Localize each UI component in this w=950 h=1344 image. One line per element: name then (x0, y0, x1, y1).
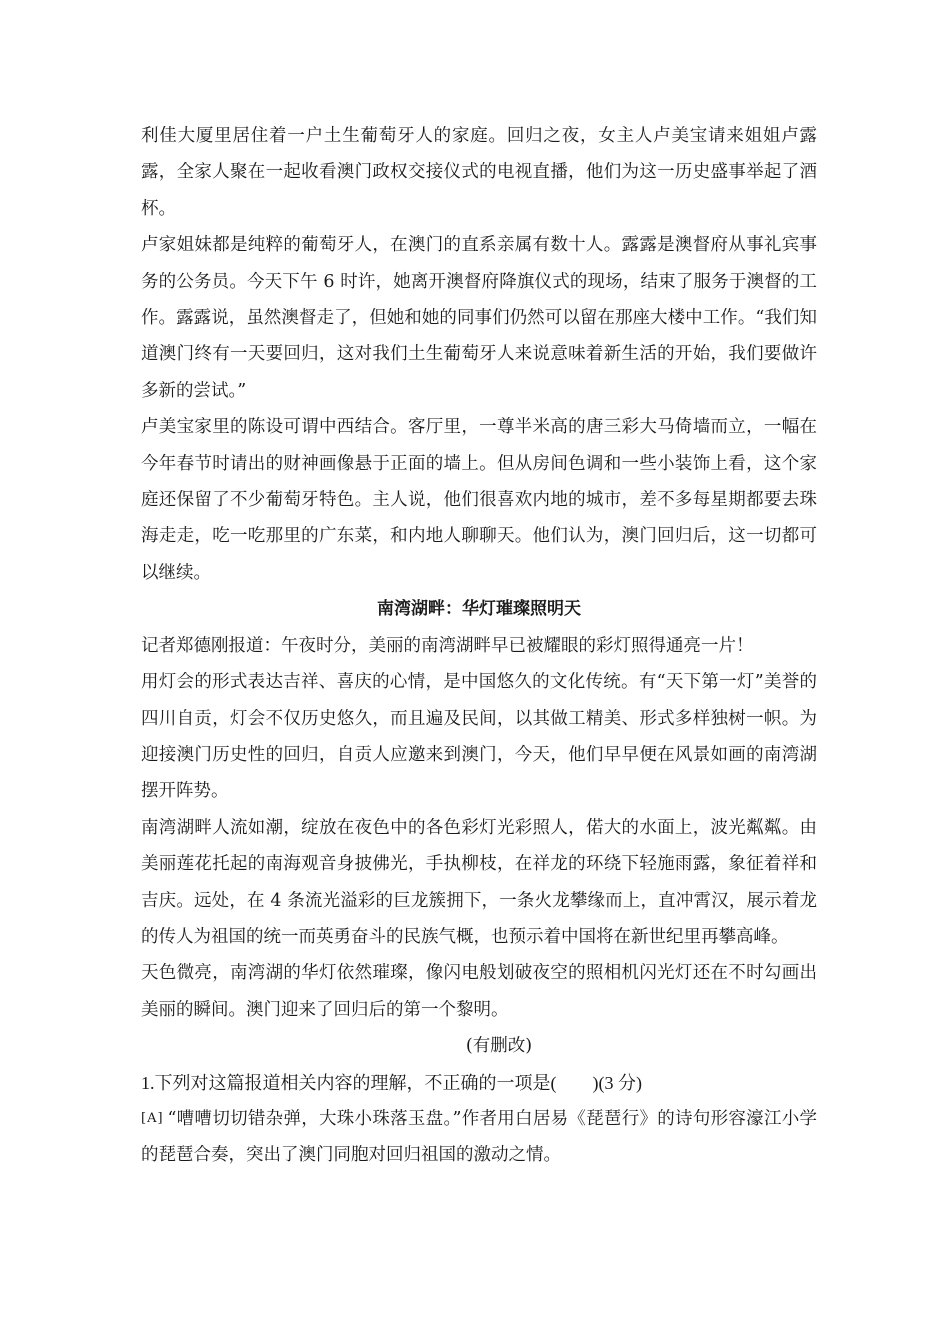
document-page (141, 118, 817, 1174)
option-a (141, 1101, 817, 1174)
article-paragraph-3: 卢美宝家里的陈设可谓中西结合。客厅里，一尊半米高的唐三彩大马倚墙而立，一幅在今年春节时请出的财神画像悬于正面的墙上。但从房间色调和一些小装饰上看，这个家庭还保留了不少葡萄牙特色。主人说，他们很喜欢内地的城市，差不多每星期都要去珠海走走，吃一吃那里的广东菜，和内地人聊聊天。他们认为，澳门回归后，这一切都可以继续。 (141, 417, 817, 583)
option-a-marker: [A] (141, 1110, 164, 1126)
section-paragraph-3: 南湾湖畔人流如潮，绽放在夜色中的各色彩灯光彩照人，偌大的水面上，波光粼粼。由美丽莲花托起的南海观音身披佛光，手执柳枝，在祥龙的环绕下轻施雨露，象征着祥和吉庆。远处，在 4 条流光溢彩的巨龙簇拥下，一条火龙攀缘而上，直冲霄汉，展示着龙的传人为祖国的统一而英勇奋斗的民族气概，也预示着中国将在新世纪里再攀高峰。 (141, 817, 817, 947)
option-a-text: “嘈嘈切切错杂弹，大珠小珠落玉盘。”作者用白居易《琵琶行》的诗句形容濠江小学的琵琶合奏，突出了澳门同胞对回归祖国的激动之情。 (141, 1108, 817, 1166)
section-paragraph-4: 天色微亮，南湾湖的华灯依然璀璨，像闪电般划破夜空的照相机闪光灯还在不时勾画出美丽的瞬间。澳门迎来了回归后的第一个黎明。 (141, 963, 817, 1020)
question-stem: 1.下列对这篇报道相关内容的理解，不正确的一项是( )(3 分) (141, 1072, 642, 1093)
article-paragraph-2: 卢家姐妹都是纯粹的葡萄牙人，在澳门的直系亲属有数十人。露露是澳督府从事礼宾事务的公务员。今天下午 6 时许，她离开澳督府降旗仪式的现场，结束了服务于澳督的工作。露露说，虽然澳督走了，但她和她的同事们仍然可以留在那座大楼中工作。“我们知道澳门终有一天要回归，这对我们土生葡萄牙人来说意味着新生活的开始，我们要做许多新的尝试。” (141, 235, 817, 401)
section-paragraph-1: 记者郑德刚报道：午夜时分，美丽的南湾湖畔早已被耀眼的彩灯照得通亮一片！ (141, 635, 754, 656)
section-paragraph-2: 用灯会的形式表达吉祥、喜庆的心情，是中国悠久的文化传统。有“天下第一灯”美誉的四川自贡，灯会不仅历史悠久，而且遍及民间，以其做工精美、形式多样独树一帜。为迎接澳门历史性的回归，自贡人应邀来到澳门，今天，他们早早便在风景如画的南湾湖摆开阵势。 (141, 672, 817, 802)
article-paragraph-1: 利佳大厦里居住着一户土生葡萄牙人的家庭。回归之夜，女主人卢美宝请来姐姐卢露露，全家人聚在一起收看澳门政权交接仪式的电视直播，他们为这一历史盛事举起了酒杯。 (141, 126, 817, 219)
section-heading: 南湾湖畔：华灯璀璨照明天 (377, 599, 581, 620)
source-note: (有删改) (465, 1036, 533, 1057)
